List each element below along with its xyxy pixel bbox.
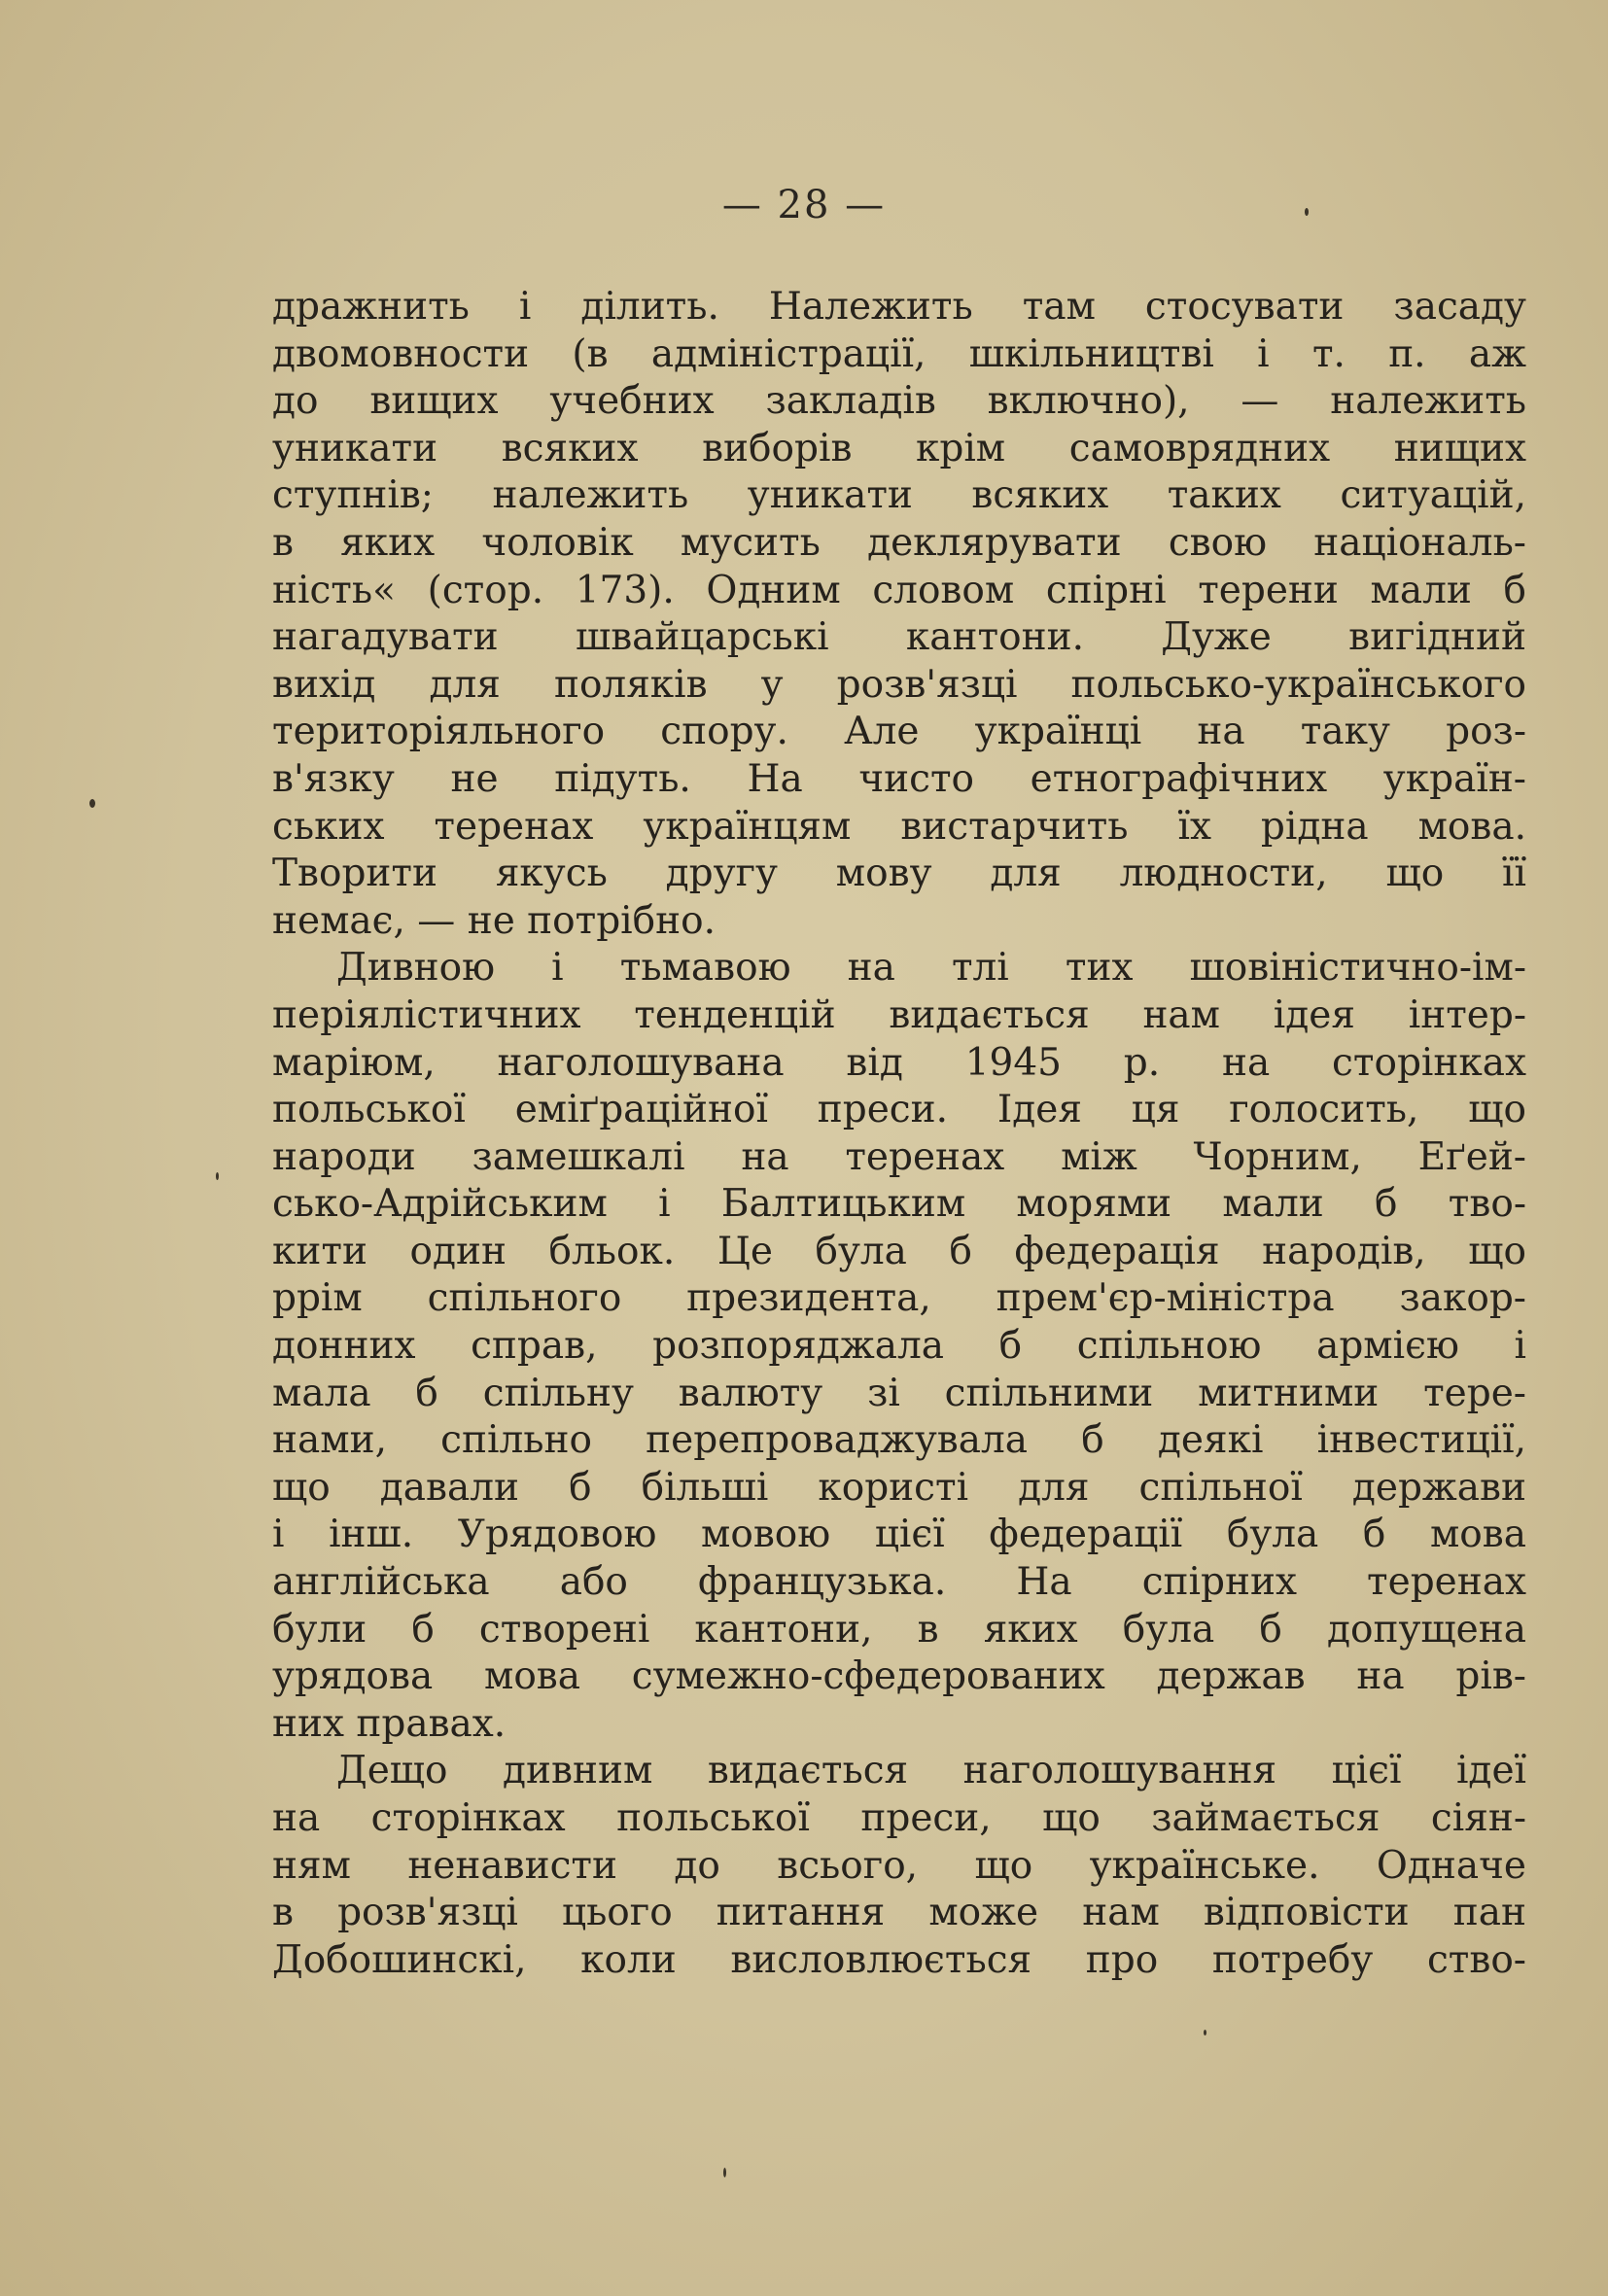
text-line: немає, — не потрібно. — [272, 898, 717, 943]
text-line: кити один бльок. Це була б федерація народів, що — [272, 1229, 1526, 1273]
text-line: донних справ, розпоряджала б спільною армією і — [272, 1324, 1526, 1369]
text-line: вихід для поляків у розв'язці польсько-українського — [272, 662, 1526, 707]
text-line: сько-Адрійським і Балтицьким морями мали б тво- — [272, 1182, 1526, 1227]
text-line: в яких чоловік мусить деклярувати свою національ- — [272, 520, 1526, 565]
text-line: народи замешкалі на теренах між Чорним, Еґей- — [272, 1134, 1526, 1179]
text-line: англійська або французька. На спірних теренах — [272, 1560, 1526, 1605]
text-line: дражнить і ділить. Належить там стосувати засаду — [272, 285, 1526, 329]
text-line: в розв'язці цього питання може нам відповісти пан — [272, 1891, 1526, 1935]
text-line: Дивною і тьмавою на тлі тих шовіністично-ім- — [336, 946, 1526, 991]
text-line: нами, спільно перепроваджувала б деякі інвестиції, — [272, 1418, 1526, 1463]
text-line: Творити якусь другу мову для людности, що її — [272, 852, 1526, 896]
text-line: ських теренах українцям вистарчить їх рідна мова. — [272, 804, 1526, 849]
text-line: нагадувати швайцарські кантони. Дуже вигідний — [272, 615, 1526, 660]
text-line: на сторінках польської преси, що займається сіян- — [272, 1796, 1526, 1840]
text-line: були б створені кантони, в яких була б допущена — [272, 1607, 1526, 1652]
paragraph-3 — [272, 1748, 1526, 1984]
paper-speck — [1305, 208, 1309, 216]
text-line: урядова мова сумежно-сфедерованих держав на рів- — [272, 1654, 1526, 1699]
text-line: ність« (стор. 173). Одним словом спірні терени мали б — [272, 568, 1526, 612]
text-line: і інш. Урядовою мовою цієї федерації була б мова — [272, 1513, 1526, 1557]
text-line: мала б спільну валюту зі спільними митними тере- — [272, 1371, 1526, 1415]
text-line: в'язку не підуть. На чисто етнографічних україн- — [272, 756, 1526, 801]
text-line: періялістичних тенденцій видається нам ідея інтер- — [272, 992, 1526, 1037]
text-line: територіяльного спору. Але українці на таку роз- — [272, 710, 1526, 754]
text-line: маріюм, наголошувана від 1945 р. на сторінках — [272, 1040, 1526, 1085]
page-body-text — [272, 284, 1526, 1984]
text-line: уникати всяких виборів крім самоврядних нищих — [272, 426, 1526, 470]
text-line: до вищих учебних закладів включно), — належить — [272, 379, 1526, 424]
text-line: них правах. — [272, 1701, 507, 1746]
text-line: Добошинскі, коли висловлюється про потребу ство- — [272, 1937, 1526, 1982]
paper-speck — [216, 1172, 219, 1180]
paper-speck — [89, 799, 95, 808]
paper-speck — [1204, 2030, 1206, 2035]
text-line: Дещо дивним видається наголошування цієї ідеї — [336, 1749, 1526, 1793]
paper-speck — [723, 2168, 726, 2177]
text-line: ням ненависти до всього, що українське. Одначе — [272, 1843, 1526, 1888]
text-line: ррім спільного президента, прем'єр-міністра закор- — [272, 1276, 1526, 1321]
text-line: польської еміґраційної преси. Ідея ця голосить, що — [272, 1088, 1526, 1132]
paragraph-1 — [272, 284, 1526, 945]
paragraph-2 — [272, 945, 1526, 1748]
page-number: — 28 — — [721, 183, 887, 227]
text-line: ступнів; належить уникати всяких таких ситуацій, — [272, 473, 1526, 518]
text-line: двомовности (в адміністрації, шкільництві і т. п. аж — [272, 331, 1526, 376]
text-line: що давали б більші користі для спільної держави — [272, 1465, 1526, 1510]
